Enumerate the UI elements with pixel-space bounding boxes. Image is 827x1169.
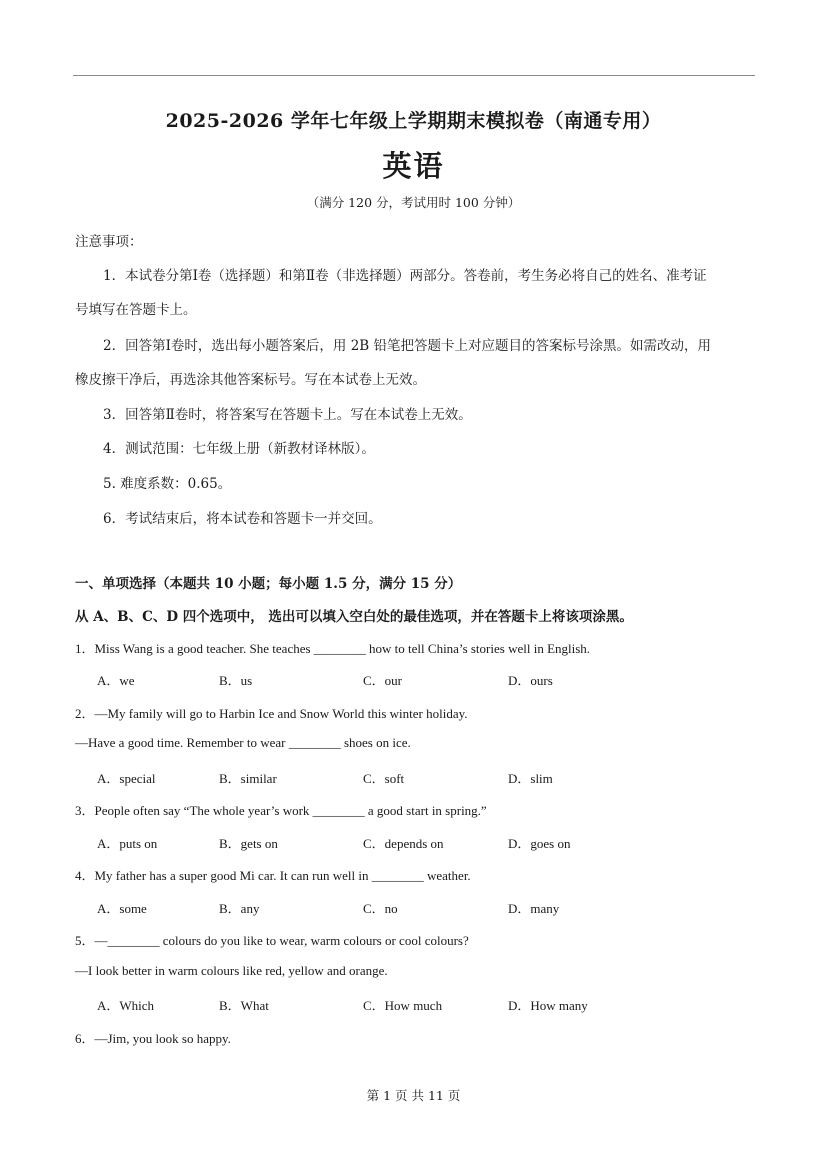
question-5-stem-line2: —I look better in warm colours like red, yellow and orange. (75, 963, 388, 978)
question-3-option-a: A．puts on (97, 836, 158, 851)
score-note: （满分 120 分，考试用时 100 分钟） (306, 195, 521, 210)
header-rule (73, 75, 755, 76)
question-5-option-b: B．What (219, 998, 269, 1013)
question-5-option-c: C．How much (363, 998, 443, 1013)
question-3-option-b: B．gets on (219, 836, 278, 851)
question-2-option-b: B．similar (219, 771, 277, 786)
section-title: 一、单项选择（本题共 10 小题；每小题 1.5 分，满分 15 分） (75, 576, 462, 592)
notice-heading: 注意事项： (75, 234, 143, 250)
notice-item-1: 1．本试卷分第Ⅰ卷（选择题）和第Ⅱ卷（非选择题）两部分。答卷前，考生务必将自己的姓名、准考证 (103, 268, 707, 284)
question-3-stem: 3．People often say “The whole year’s work ________ a good start in spring.” (75, 803, 487, 818)
question-1-option-b: B．us (219, 673, 253, 688)
question-5-option-a: A．Which (97, 998, 155, 1013)
question-2-option-a: A．special (97, 771, 156, 786)
question-4-option-a: A．some (97, 901, 147, 916)
page-number: 第 1 页 共 11 页 (366, 1088, 461, 1103)
question-2-stem: 2．—My family will go to Harbin Ice and Snow World this winter holiday. (75, 706, 468, 721)
section-instruction: 从 A、B、C、D 四个选项中， 选出可以填入空白处的最佳选项，并在答题卡上将该项涂黑。 (75, 609, 633, 625)
notice-item-2: 2．回答第Ⅰ卷时，选出每小题答案后，用 2B 铅笔把答题卡上对应题目的答案标号涂黑。如需改动，用 (103, 338, 712, 354)
question-4-stem: 4．My father has a super good Mi car. It can run well in ________ weather. (75, 868, 471, 883)
question-6-stem: 6．—Jim, you look so happy. (75, 1031, 231, 1046)
notice-item-2-cont: 橡皮擦干净后，再选涂其他答案标号。写在本试卷上无效。 (75, 372, 426, 388)
question-3-option-d: D．goes on (508, 836, 571, 851)
question-4-option-c: C．no (363, 901, 398, 916)
question-1-option-a: A．we (97, 673, 135, 688)
question-2-stem-line2: —Have a good time. Remember to wear ________ shoes on ice. (75, 735, 411, 750)
notice-item-3: 3．回答第Ⅱ卷时，将答案写在答题卡上。写在本试卷上无效。 (103, 407, 472, 423)
question-2-option-d: D．slim (508, 771, 553, 786)
question-3-option-c: C．depends on (363, 836, 444, 851)
notice-item-5: 5. 难度系数：0.65。 (103, 476, 232, 492)
question-5-option-d: D．How many (508, 998, 588, 1013)
exam-title: 2025-2026 学年七年级上学期期末模拟卷（南通专用） (165, 110, 662, 132)
question-4-option-d: D．many (508, 901, 560, 916)
notice-item-6: 6．考试结束后，将本试卷和答题卡一并交回。 (103, 511, 382, 527)
subject-title: 英语 (382, 149, 445, 183)
question-1-option-c: C．our (363, 673, 403, 688)
notice-item-1-cont: 号填写在答题卡上。 (75, 302, 197, 318)
question-5-stem: 5．—________ colours do you like to wear, warm colours or cool colours? (75, 933, 469, 948)
question-1-option-d: D．ours (508, 673, 553, 688)
question-4-option-b: B．any (219, 901, 260, 916)
question-2-option-c: C．soft (363, 771, 405, 786)
notice-item-4: 4．测试范围：七年级上册（新教材译林版）。 (103, 441, 375, 457)
question-1-stem: 1．Miss Wang is a good teacher. She teaches ________ how to tell China’s stories well in English. (75, 641, 591, 656)
